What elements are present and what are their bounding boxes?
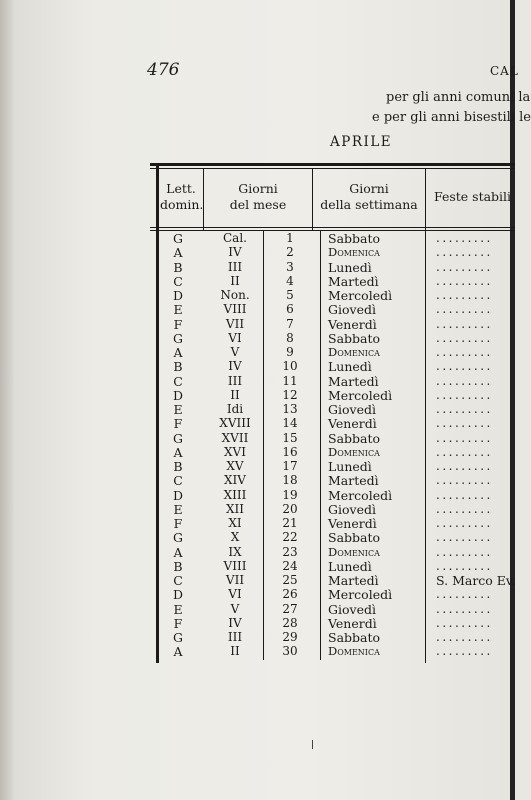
feast: ......... — [436, 644, 493, 659]
feast: ......... — [436, 288, 493, 302]
subtitle-line-1: per gli anni comuni la — [386, 90, 531, 105]
day-number: 24 — [282, 558, 298, 573]
day-number: 6 — [286, 302, 294, 317]
day-number: 9 — [286, 345, 294, 359]
column-divider-1 — [203, 168, 204, 230]
day-number: 16 — [282, 444, 298, 459]
feast: ......... — [436, 530, 493, 545]
dominical-letter: E — [173, 501, 183, 517]
dominical-letter: C — [173, 273, 183, 289]
roman-date: VIII — [223, 558, 247, 573]
feast: ......... — [436, 558, 493, 573]
feast: ......... — [436, 416, 493, 431]
weekday: Mercoledì — [328, 587, 393, 603]
weekday: Giovedì — [328, 601, 376, 617]
dominical-letter: A — [173, 245, 183, 261]
dominical-letter: D — [172, 587, 184, 603]
feast: ......... — [436, 302, 493, 317]
feast: ......... — [436, 387, 493, 402]
day-number: 5 — [286, 288, 294, 302]
weekday: Martedì — [328, 373, 379, 389]
roman-date: Idi — [226, 402, 244, 416]
roman-date: IX — [228, 544, 242, 559]
weekday: Mercoledì — [328, 288, 393, 303]
dominical-letter: E — [173, 402, 183, 417]
weekday: Sabbato — [328, 231, 381, 246]
roman-date: VIII — [223, 302, 247, 317]
feast: ......... — [436, 402, 493, 416]
dominical-letter: E — [173, 302, 183, 318]
dominical-letter: B — [173, 359, 183, 375]
dominical-letter: B — [173, 558, 183, 574]
dominical-letter: G — [173, 430, 183, 446]
dominical-letter: F — [173, 416, 183, 432]
feast: ......... — [436, 373, 493, 388]
roman-date: VI — [228, 587, 242, 602]
feast: ......... — [436, 345, 493, 359]
feast: ......... — [436, 444, 493, 459]
feast: ......... — [436, 587, 493, 602]
roman-date: VII — [225, 316, 245, 331]
feast: ......... — [436, 601, 493, 616]
day-number: 10 — [282, 359, 298, 374]
dominical-letter: E — [173, 601, 183, 617]
feast: ......... — [436, 245, 493, 260]
weekday: Martedì — [328, 473, 379, 489]
feast: ......... — [436, 516, 493, 530]
dominical-letter: G — [173, 330, 183, 346]
roman-date: XI — [228, 516, 242, 530]
day-number: 2 — [286, 245, 294, 260]
stray-mark — [312, 740, 313, 749]
feast: ......... — [436, 359, 493, 374]
roman-date: XIV — [224, 473, 246, 488]
header-feasts: Feste stabili — [433, 189, 512, 204]
roman-date: V — [230, 601, 240, 616]
roman-date: IV — [228, 245, 242, 260]
roman-date: II — [230, 273, 240, 288]
day-number: 8 — [286, 330, 294, 345]
roman-date: IV — [228, 615, 242, 630]
feast: ......... — [436, 615, 493, 630]
weekday: Lunedì — [328, 558, 372, 574]
roman-date: VII — [225, 573, 245, 587]
feast: ......... — [436, 259, 493, 274]
roman-date: III — [227, 373, 243, 388]
weekday: Venerdì — [328, 416, 377, 432]
dominical-letter: G — [173, 530, 183, 546]
dominical-letter: C — [173, 573, 183, 588]
weekday: Domenica — [328, 444, 380, 459]
dominical-letter: A — [173, 345, 183, 360]
header-days-of-week: Giorni della settimana — [320, 181, 418, 212]
day-number: 3 — [286, 259, 294, 274]
page-number: 476 — [147, 60, 180, 80]
day-number: 30 — [282, 644, 298, 659]
roman-date: XV — [226, 459, 244, 473]
weekday: Sabbato — [328, 330, 381, 346]
header-letter: Lett. domin. — [160, 181, 204, 212]
roman-date: III — [227, 630, 243, 644]
day-number: 13 — [282, 402, 298, 416]
dominical-letter: G — [173, 630, 183, 645]
table-row — [0, 644, 515, 660]
feast: ......... — [436, 544, 493, 559]
dominical-letter: D — [172, 387, 184, 403]
weekday: Mercoledì — [328, 387, 393, 403]
dominical-letter: F — [173, 516, 183, 531]
day-number: 20 — [282, 501, 298, 516]
weekday: Lunedì — [328, 459, 372, 474]
weekday: Domenica — [328, 544, 380, 559]
day-number: 23 — [282, 544, 298, 559]
month-title: APRILE — [330, 134, 393, 150]
day-number: 17 — [282, 459, 298, 473]
feast: ......... — [436, 473, 493, 488]
weekday: Sabbato — [328, 530, 381, 546]
weekday: Domenica — [328, 644, 380, 659]
feast: ......... — [436, 630, 493, 644]
table-top-rule — [150, 163, 515, 166]
weekday: Venerdì — [328, 316, 377, 332]
day-number: 4 — [286, 273, 294, 288]
day-number: 21 — [282, 516, 298, 530]
weekday: Sabbato — [328, 430, 381, 446]
roman-date: IV — [228, 359, 242, 374]
dominical-letter: F — [173, 316, 183, 332]
feast: ......... — [436, 501, 493, 516]
roman-date: XIII — [223, 487, 247, 502]
roman-date: Cal. — [223, 231, 247, 245]
dominical-letter: A — [173, 544, 183, 560]
day-number: 27 — [282, 601, 298, 616]
weekday: Martedì — [328, 273, 379, 289]
feast: ......... — [436, 330, 493, 345]
weekday: Giovedì — [328, 402, 376, 417]
column-divider-2 — [312, 168, 313, 230]
day-number: 25 — [282, 573, 298, 587]
roman-date: II — [230, 387, 240, 402]
weekday: Sabbato — [328, 630, 381, 645]
header-days-of-month: Giorni del mese — [229, 181, 287, 212]
dominical-letter: A — [173, 644, 183, 660]
feast: ......... — [436, 273, 493, 288]
weekday: Domenica — [328, 345, 380, 359]
weekday: Giovedì — [328, 501, 376, 517]
day-number: 7 — [286, 316, 294, 331]
weekday: Lunedì — [328, 359, 372, 375]
day-number: 18 — [282, 473, 298, 488]
roman-date: XVIII — [219, 416, 251, 431]
weekday: Lunedì — [328, 259, 372, 275]
running-head: CAL — [490, 64, 519, 78]
day-number: 14 — [282, 416, 298, 431]
feast: ......... — [436, 487, 493, 502]
table-header-rule — [150, 227, 515, 228]
day-number: 22 — [282, 530, 298, 545]
day-number: 26 — [282, 587, 298, 602]
dominical-letter: F — [173, 615, 183, 631]
roman-date: X — [230, 530, 240, 545]
roman-date: VI — [228, 330, 242, 345]
feast: ......... — [436, 430, 493, 445]
table-top-rule-thin — [150, 168, 515, 169]
weekday: Giovedì — [328, 302, 376, 318]
dominical-letter: A — [173, 444, 183, 460]
day-number: 1 — [286, 231, 294, 245]
dominical-letter: B — [173, 259, 183, 275]
roman-date: II — [230, 644, 240, 659]
roman-date: V — [230, 345, 240, 359]
feast: ......... — [436, 316, 493, 331]
day-number: 15 — [282, 430, 298, 445]
feast: ......... — [436, 459, 493, 473]
weekday: Mercoledì — [328, 487, 393, 503]
day-number: 11 — [282, 373, 298, 388]
dominical-letter: B — [173, 459, 183, 474]
dominical-letter: C — [173, 473, 183, 489]
weekday: Venerdì — [328, 516, 377, 531]
subtitle-line-2: e per gli anni bisestili le — [372, 110, 531, 125]
dominical-letter: G — [173, 231, 183, 246]
feast: S. Marco Ev. — [436, 573, 516, 588]
roman-date: Non. — [220, 288, 250, 302]
dominical-letter: C — [173, 373, 183, 389]
roman-date: XVI — [224, 444, 246, 459]
weekday: Domenica — [328, 245, 380, 260]
dominical-letter: D — [172, 487, 184, 503]
day-number: 28 — [282, 615, 298, 630]
feast: ......... — [436, 231, 493, 245]
weekday: Martedì — [328, 573, 379, 588]
roman-date: XII — [225, 501, 245, 516]
day-number: 19 — [282, 487, 298, 502]
dominical-letter: D — [172, 288, 184, 303]
roman-date: III — [227, 259, 243, 274]
weekday: Venerdì — [328, 615, 377, 631]
day-number: 12 — [282, 387, 298, 402]
roman-date: XVII — [221, 430, 249, 445]
day-number: 29 — [282, 630, 298, 644]
